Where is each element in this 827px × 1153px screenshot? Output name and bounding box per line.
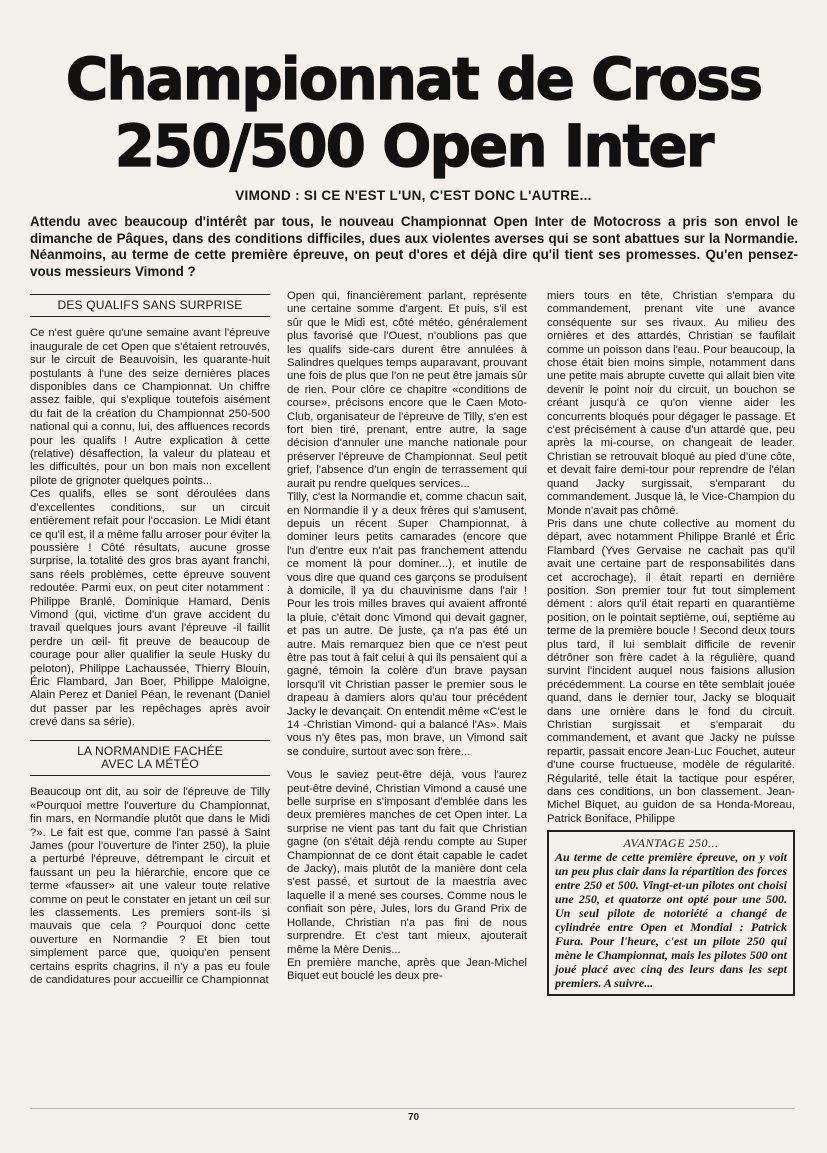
paragraph: Pris dans une chute collective au moment du départ, avec notamment Philippe Branlé et Éric Flambard (Yves Gervaise ne cachait pas qu'il avait une certaine part de responsabilités dans cet accrochage), il était reparti en dernière position. Son premier tour fut tout simplement dément : alors qu'il était reparti en quarantième position, on le pointait septième, oui, septième au terme de la première boucle ! Second deux tours plus tard, il lui semblait difficile de revenir détrôner son frère cadet à la régulière, quand survint l'incident auquel nous faisions allusion précédemment. La course en tête semblait jouée quand, dans le dernier tour, Jacky se bloquait dans une ornière dans le fond du circuit. Christian surgissait et s'emparait du commandement, et avant que Jacky ne puisse repartir, passait encore Jean-Luc Fouchet, auteur d'une course fructueuse, modèle de régularité. Régularité, telle était la tactique pour espérer, dans ces conditions, un bon classement. Jean-Michel Biquet, au guidon de sa Honda-Moreau, Patrick Boniface, Philippe (547, 517, 795, 825)
paragraph: Open qui, financièrement parlant, représente une certaine somme d'argent. Et puis, s'il est sûr que le Midi est, côté météo, généralement plus favorisé que l'Ouest, n'oublions pas que les qualifs side-cars durent être annulées à Salindres quelques temps auparavant, prouvant une fois de plus que l'on ne peut être jamais sûr de rien. Pour clôre ce chapitre «conditions de course», précisons encore que le Caen Moto-Club, organisateur de l'épreuve de Tilly, s'en est fort bien tiré, prenant, entre autre, la sage décision d'annuler une manche nationale pour préserver l'épreuve de Championnat. Seul petit grief, l'absence d'un engin de terrassement qui aurait pu rendre quelques services... (287, 290, 527, 490)
column-1 (30, 290, 270, 988)
column-2 (287, 290, 527, 984)
subheadline: VIMOND : SI CE N'EST L'UN, C'EST DONC L'AUTRE... (235, 188, 592, 203)
column-3 (547, 290, 795, 996)
paragraph: Ces qualifs, elles se sont déroulées dans d'excellentes conditions, sur un circuit entièrement refait pour l'occasion. Le Midi étant ce qu'il est, il a même fallu arroser pour éviter la poussière ! Côté résultats, aucune grosse surprise, la totalité des gros bras ayant franchi, sans réels problèmes, cette épreuve souvent redoutée. Parmi eux, on peut citer notamment : Philippe Branlé, Dominique Hamard, Denis Vimond (qui, victime d'un grave accident du travail quelques jours avant l'épreuve -il faillit perdre un œil- fit preuve de beaucoup de courage pour aller qualifier la seule Husky du peloton), Philippe Lachaussée, Thierry Blouin, Éric Flambard, Jan Boer, Philippe Maloigne, Alain Perez et Daniel Péan, le revenant (Daniel dut passer par les repêchages après avoir crevé dans sa série). (30, 488, 270, 729)
paragraph: miers tours en tête, Christian s'empara du commandement, prenant vite une avance conséquente sur ses rivaux. Au milieu des ornières et des attardés, Christian se faufilait comme un poisson dans l'eau. Pour beaucoup, la chose était bien moins simple, notamment dans une petite mais abrupte cuvette qui allait bien vite devenir le point noir du circuit, un bouchon se créant jusqu'à ce qu'on vienne aider les concurrents bloqués pour dégager le passage. Et c'est précisément à cause d'un attardé que, peu après la mi-course, on changeait de leader. Christian se retrouvait bloqué au pied d'une côte, et devait faire demi-tour pour reprendre de l'élan quand Jacky surgissait, s'emparant du commandement. Jusque là, le Vice-Champion du Monde n'avait pas chômé. (547, 290, 795, 517)
intro-paragraph: Attendu avec beaucoup d'intérêt par tous, le nouveau Championnat Open Inter de Motocross a pris son envol le dimanche de Pâques, dans des conditions difficiles, dues aux violentes averses qui se sont abattues sur la Normandie. Néanmoins, au terme de cette première épreuve, on peut d'ores et déjà dire qu'il tient ses promesses. Qu'en pensez-vous messieurs Vimond ? (30, 214, 798, 279)
headline-line-1: Championnat de Cross (65, 45, 762, 113)
section-heading-qualifs: DES QUALIFS SANS SURPRISE (30, 294, 270, 317)
paragraph: Vous le saviez peut-être déjà, vous l'aurez peut-être deviné, Christian Vimond a causé une belle surprise en s'imposant d'emblée dans les deux premières manches de cet Open inter. La surprise ne vient pas tant du fait que Christian gagne (on s'était déjà rendu compte au Super Championnat de ce dont était capable le cadet de Jacky), mais plutôt de la manière dont cela s'est passé, et surtout de la maestria avec laquelle il a mené ses courses. Comme nous le confiait son père, Jules, lors du Grand Prix de Hollande, Christian n'a pas fini de nous surprendre. Et c'est tant mieux, ajouterait même la Mère Denis... (287, 769, 527, 956)
page-number: 70 (407, 1112, 420, 1123)
bottom-divider (30, 1108, 795, 1109)
section-heading-line: LA NORMANDIE FACHÉE (77, 743, 223, 758)
paragraph: Tilly, c'est la Normandie et, comme chacun sait, en Normandie il y a deux frères qui s'amusent, depuis un récent Super Championnat, à dominer leurs petits camarades (encore que l'un d'entre eux n'ait pas franchement attendu ce moment là pour dominer...), et inutile de vous dire que quand ces garçons se produisent à domicile, il ya du chauvinisme dans l'air ! Pour les trois milles braves qui avaient affronté la pluie, c'était donc Vimond qui devait gagner, et pas un autre. De juste, ça n'a pas été un autre. Mais remarquez bien que ce n'est peut être pas tout à fait celui à qui ils pensaient qui a gagné, témoin la colère d'un brave paysan lorsqu'il vit Christian passer le premier sous le drapeau à damiers alors qu'au tour précédent Jacky le devançait. On entendit même «C'est le 14 -Christian Vimond- qui a balancé l'As». Mais vous n'y êtes pas, mon brave, un Vimond sait se conduire, surtout avec son frère... (287, 491, 527, 758)
paragraph: En première manche, après que Jean-Michel Biquet eut bouclé les deux pre- (287, 956, 527, 983)
paragraph: Ce n'est guère qu'une semaine avant l'épreuve inaugurale de cet Open que s'étaient retrouvés, sur le circuit de Beauvoisin, les quarante-huit postulants à l'une des seize dernières places disponibles dans ce Championnat. Un chiffre assez faible, qui s'explique toutefois aisément du fait de la création du Championnat 250-500 national qui a connu, lui, des affluences records pour les qualifs ! Autre explication à cette (relative) désaffection, la valeur du plateau et les difficultés, pour un bon mais non excellent pilote de grignoter quelques points... (30, 327, 270, 487)
section-heading-normandie (30, 740, 270, 777)
sidebar-box-text: Au terme de cette première épreuve, on y voit un peu plus clair dans la répartition des forces entre 250 et 500. Vingt-et-un pilotes ont choisi une 250, et quatorze ont opté pour une 500. Un seul pilote de notoriété a changé de cylindrée entre Open et Mondial : Patrick Fura. Pour l'heure, c'est un pilote 250 qui mène le Championnat, mais les pilotes 500 ont joué placé avec cinq des leurs dans les sept premiers. A suivre... (555, 850, 787, 991)
sidebar-box (547, 830, 795, 996)
headline-line-2: 250/500 Open Inter (114, 112, 713, 180)
section-heading-line: AVEC LA MÉTÉO (101, 757, 199, 771)
paragraph: Beaucoup ont dit, au soir de l'épreuve de Tilly «Pourquoi mettre l'ouverture du Championnat, fin mars, en Normandie plutôt que dans le Midi ?». Le fait est que, comme l'an passé à Saint James (pour l'ouverture de l'inter 250), la pluie a perturbé l'épreuve, détrempant le circuit et faussant un peu la hiérarchie, encore que ce terme «fausser» ait une valeur toute relative comme on peut le constater en jetant un œil sur les classements. Les premiers sont-ils si mauvais que cela ? Pourquoi donc cette ouverture en Normandie ? Et bien tout simplement parce que, quoiqu'en pensent certains esprits chagrins, il n'y a pas eu foule de candidatures pour accueillir ce Championnat (30, 786, 270, 987)
sidebar-box-title: AVANTAGE 250... (623, 836, 719, 851)
